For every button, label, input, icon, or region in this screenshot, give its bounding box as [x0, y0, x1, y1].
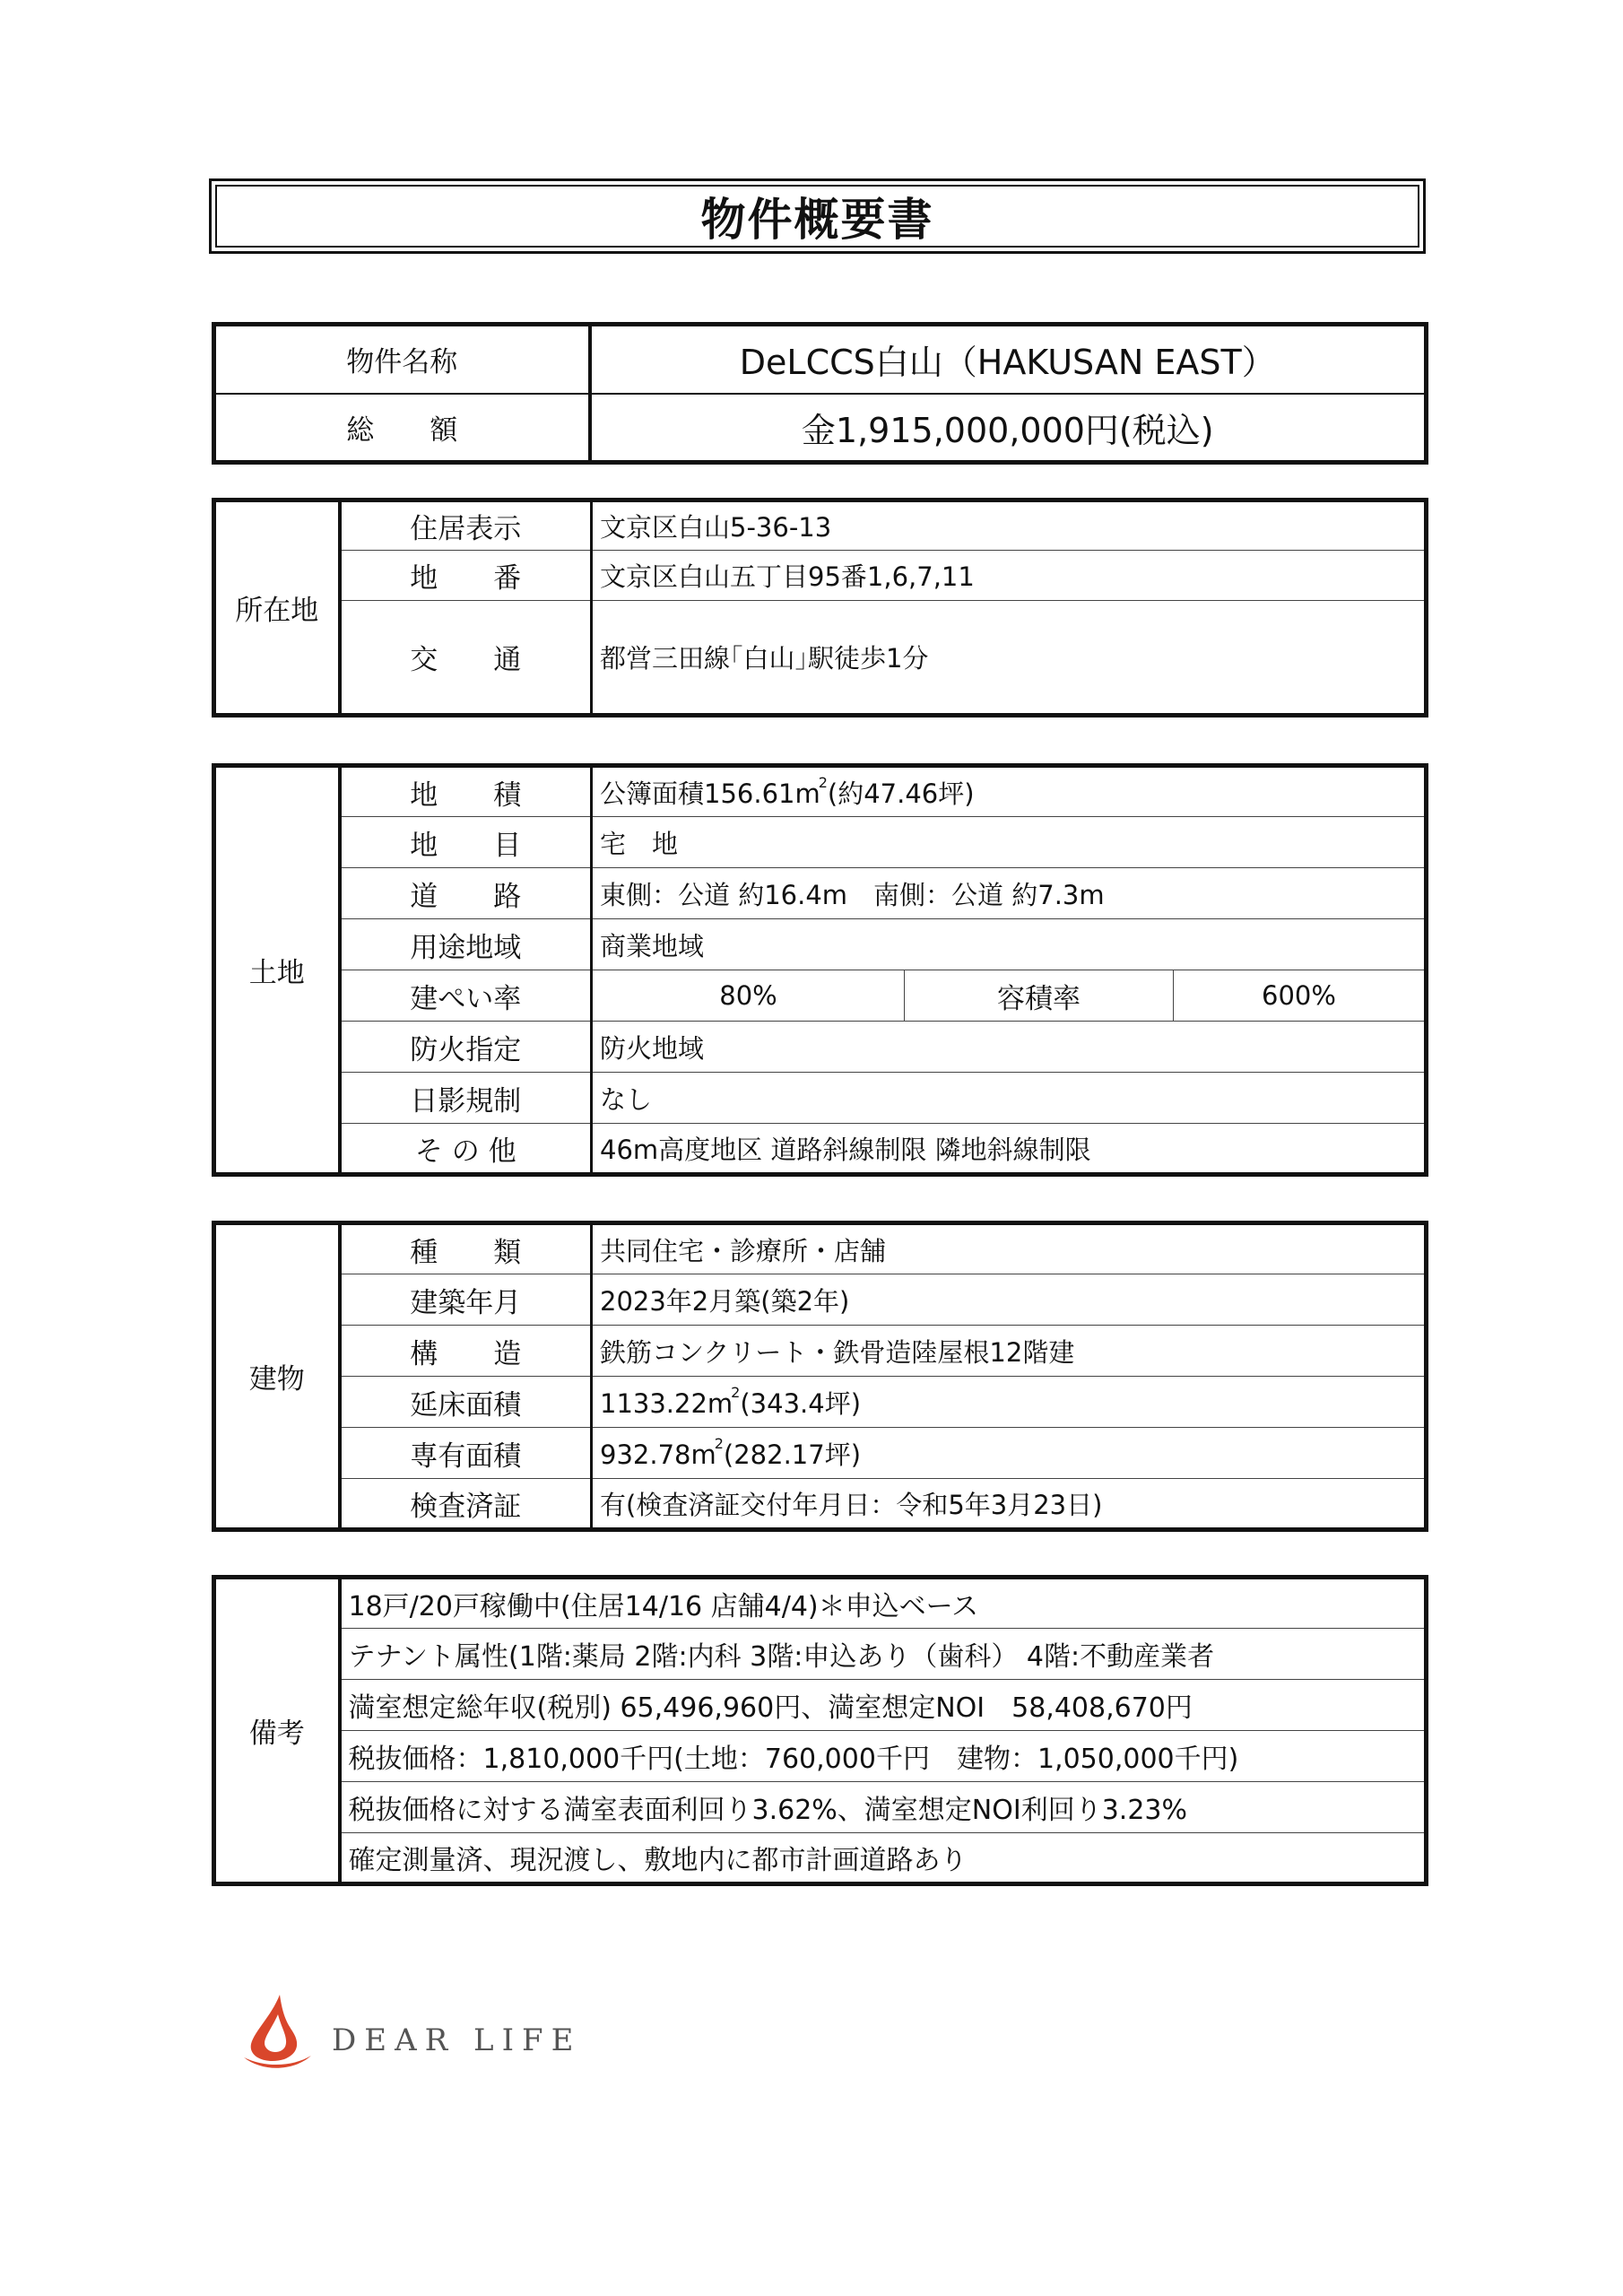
location-row	[214, 601, 1427, 716]
notes-row	[214, 1833, 1427, 1884]
land-value: 商業地域	[592, 919, 1427, 970]
floor-area-suffix: (343.4坪)	[740, 1387, 862, 1419]
building-row	[214, 1223, 1427, 1274]
page-title: 物件概要書	[215, 185, 1419, 248]
land-row	[214, 1022, 1427, 1073]
land-label: そ の 他	[340, 1124, 592, 1175]
location-label: 交 通	[340, 601, 592, 716]
notes-row	[214, 1731, 1427, 1782]
note-line: テナント属性(1階:薬局 2階:内科 3階:申込あり（歯科） 4階:不動産業者	[340, 1629, 1427, 1680]
land-label: 防火指定	[340, 1022, 592, 1073]
land-table	[212, 763, 1428, 1177]
building-row	[214, 1377, 1427, 1428]
note-line: 満室想定総年収(税別) 65,496,960円、満室想定NOI 58,408,670円	[340, 1680, 1427, 1731]
location-value: 文京区白山五丁目95番1,6,7,11	[592, 551, 1427, 601]
property-name-label: 物件名称	[214, 325, 590, 394]
building-table	[212, 1221, 1428, 1532]
square-superscript: 2	[714, 1434, 724, 1452]
land-label: 地 目	[340, 817, 592, 868]
floor-area-text: 1133.22m	[600, 1387, 733, 1419]
square-superscript: 2	[818, 773, 828, 791]
building-value: 2023年2月築(築2年)	[592, 1274, 1427, 1326]
land-value: 東側：公道 約16.4m 南側：公道 約7.3m	[592, 868, 1427, 919]
land-value: 防火地域	[592, 1022, 1427, 1073]
land-label: 日影規制	[340, 1073, 592, 1124]
land-row	[214, 1073, 1427, 1124]
land-label: 用途地域	[340, 919, 592, 970]
coverage-value: 80%	[592, 970, 905, 1022]
inspection-value: 有(検査済証交付年月日：令和5年3月23日)	[592, 1479, 1427, 1530]
building-value: 共同住宅・診療所・店舗	[592, 1223, 1427, 1274]
summary-table	[212, 322, 1428, 465]
building-row	[214, 1274, 1427, 1326]
notes-row	[214, 1782, 1427, 1833]
location-label: 地 番	[340, 551, 592, 601]
exclusive-area-value	[592, 1428, 1427, 1479]
coverage-label: 建ぺい率	[340, 970, 592, 1022]
land-row	[214, 1124, 1427, 1175]
location-row	[214, 551, 1427, 601]
dear-life-logo	[244, 1995, 582, 2075]
notes-category: 備考	[214, 1578, 340, 1884]
location-category: 所在地	[214, 500, 340, 716]
notes-row	[214, 1578, 1427, 1629]
notes-row	[214, 1680, 1427, 1731]
note-line: 確定測量済、現況渡し、敷地内に都市計画道路あり	[340, 1833, 1427, 1884]
flame-icon	[251, 1995, 297, 2061]
building-value: 鉄筋コンクリート・鉄骨造陸屋根12階建	[592, 1326, 1427, 1377]
land-label: 地 積	[340, 766, 592, 817]
building-label: 構 造	[340, 1326, 592, 1377]
land-value: 46m高度地区 道路斜線制限 隣地斜線制限	[592, 1124, 1427, 1175]
land-row	[214, 766, 1427, 817]
location-table	[212, 498, 1428, 718]
summary-row-name	[214, 325, 1427, 394]
notes-row	[214, 1629, 1427, 1680]
summary-row-price	[214, 394, 1427, 463]
note-line: 18戸/20戸稼働中(住居14/16 店舗4/4)＊申込ベース	[340, 1578, 1427, 1629]
building-label: 種 類	[340, 1223, 592, 1274]
land-value	[592, 766, 1427, 817]
location-row	[214, 500, 1427, 551]
land-row	[214, 817, 1427, 868]
land-value: なし	[592, 1073, 1427, 1124]
building-category: 建物	[214, 1223, 340, 1530]
building-label: 建築年月	[340, 1274, 592, 1326]
note-line: 税抜価格：1,810,000千円(土地：760,000千円 建物：1,050,000千円)	[340, 1731, 1427, 1782]
building-row	[214, 1479, 1427, 1530]
total-price-label: 総 額	[214, 394, 590, 463]
land-value: 宅 地	[592, 817, 1427, 868]
building-row	[214, 1326, 1427, 1377]
total-price-value: 金1,915,000,000円(税込)	[590, 394, 1427, 463]
location-value: 文京区白山5-36-13	[592, 500, 1427, 551]
land-area-text: 公簿面積156.61m	[600, 778, 820, 809]
location-label: 住居表示	[340, 500, 592, 551]
inspection-label: 検査済証	[340, 1479, 592, 1530]
land-row	[214, 919, 1427, 970]
building-row	[214, 1428, 1427, 1479]
exclusive-area-suffix: (282.17坪)	[723, 1439, 862, 1470]
land-label: 道 路	[340, 868, 592, 919]
note-line: 税抜価格に対する満室表面利回り3.62%、満室想定NOI利回り3.23%	[340, 1782, 1427, 1833]
land-row	[214, 868, 1427, 919]
logo-text: DEAR LIFE	[332, 2022, 582, 2058]
floor-area-label: 延床面積	[340, 1377, 592, 1428]
title-box	[209, 178, 1426, 254]
property-name-value: DeLCCS白山（HAKUSAN EAST）	[590, 325, 1427, 394]
square-superscript: 2	[731, 1383, 741, 1401]
location-value: 都営三田線｢白山｣駅徒歩1分	[592, 601, 1427, 716]
exclusive-area-label: 専有面積	[340, 1428, 592, 1479]
exclusive-area-text: 932.78m	[600, 1439, 716, 1470]
notes-table	[212, 1575, 1428, 1886]
land-area-suffix: (約47.46坪)	[827, 778, 975, 809]
floor-area-value	[592, 1377, 1427, 1428]
land-category: 土地	[214, 766, 340, 1175]
far-label: 容積率	[905, 970, 1174, 1022]
land-row	[214, 970, 1427, 1022]
far-value: 600%	[1174, 970, 1427, 1022]
